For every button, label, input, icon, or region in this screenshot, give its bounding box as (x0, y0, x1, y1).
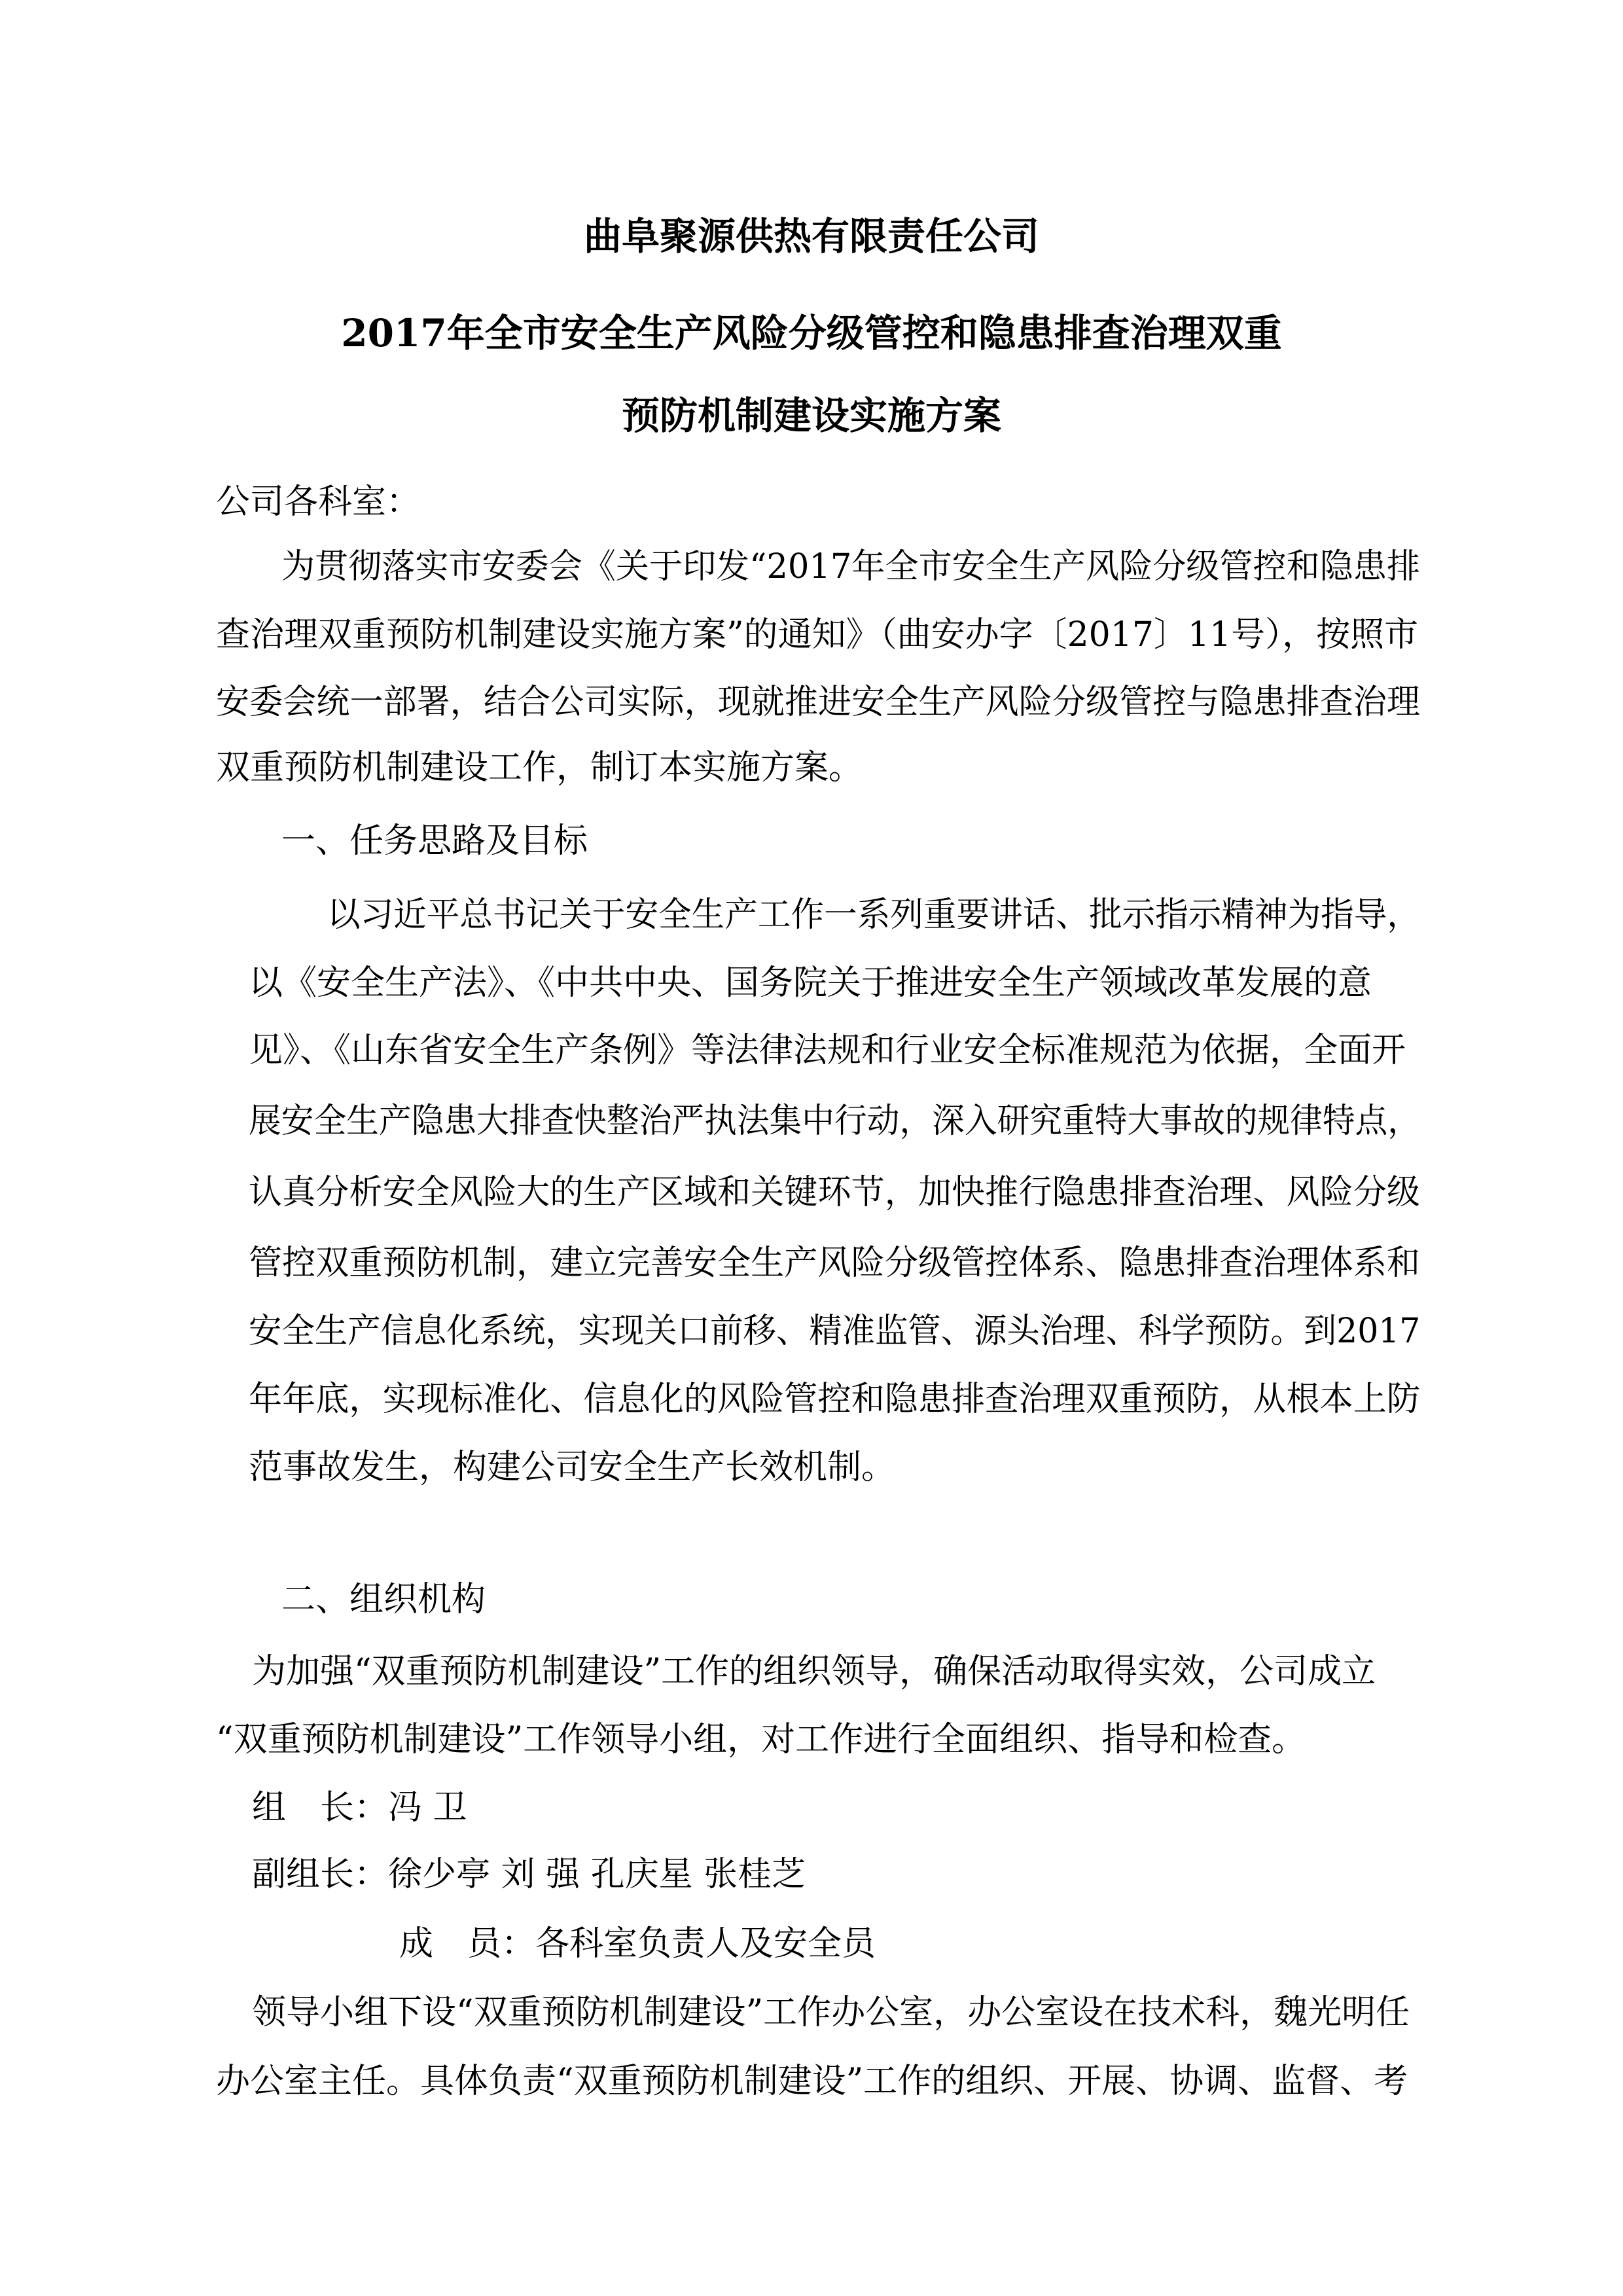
members-line: 成 员：各科室负责人及安全员 (399, 1924, 876, 1964)
section2-line: 为加强“双重预防机制建设”工作的组织领导，确保活动取得实效，公司成立 (252, 1652, 1376, 1691)
deputy-line: 副组长：徐少亭 刘 强 孔庆星 张桂芝 (252, 1855, 806, 1894)
section1-line: 以习近平总书记关于安全生产工作一系列重要讲话、批示指示精神为指导， (327, 895, 1421, 935)
section1-line: 展安全生产隐患大排查快整治严执法集中行动，深入研究重特大事故的规律特点， (249, 1102, 1421, 1141)
section2-heading: 二、组织机构 (281, 1580, 486, 1619)
office-line: 领导小组下设“双重预防机制建设”工作办公室，办公室设在技术科，魏光明任 (252, 1993, 1410, 2032)
title-company: 曲阜聚源供热有限责任公司 (583, 214, 1039, 259)
section1-heading: 一、任务思路及目标 (281, 821, 588, 861)
leader-line: 组 长：冯 卫 (252, 1788, 467, 1827)
section1-line: 范事故发生，构建公司安全生产长效机制。 (249, 1448, 896, 1487)
section1-line: 管控双重预防机制，建立完善安全生产风险分级管控体系、隐患排查治理体系和 (249, 1244, 1421, 1283)
section1-line: 认真分析安全风险大的生产区域和关键环节，加快推行隐患排查治理、风险分级 (249, 1173, 1421, 1212)
intro-line: 为贯彻落实市安委会《关于印发“2017年全市安全生产风险分级管控和隐患排 (281, 547, 1420, 586)
section1-line: 年年底，实现标准化、信息化的风险管控和隐患排查治理双重预防，从根本上防 (249, 1380, 1421, 1419)
section1-line: 以《安全生产法》、《中共中央、国务院关于推进安全生产领域改革发展的意 (249, 963, 1372, 1003)
intro-line: 查治理双重预防机制建设实施方案”的通知》（曲安办字〔2017〕11号），按照市 (216, 615, 1419, 655)
intro-line: 双重预防机制建设工作，制订本实施方案。 (216, 748, 863, 787)
title-line-2: 2017年全市安全生产风险分级管控和隐患排查治理双重 (341, 311, 1282, 355)
section1-line: 见》、《山东省安全生产条例》等法律法规和行业安全标准规范为依据，全面开 (249, 1031, 1406, 1070)
intro-line: 安委会统一部署，结合公司实际，现就推进安全生产风险分级管控与隐患排查治理 (216, 683, 1421, 722)
office-line: 办公室主任。具体负责“双重预防机制建设”工作的组织、开展、协调、监督、考 (216, 2062, 1408, 2101)
section2-line: “双重预防机制建设”工作领导小组，对工作进行全面组织、指导和检查。 (216, 1720, 1306, 1759)
salutation: 公司各科室： (216, 482, 421, 522)
section1-line: 安全生产信息化系统，实现关口前移、精准监管、源头治理、科学预防。到2017 (249, 1312, 1421, 1351)
title-line-3: 预防机制建设实施方案 (621, 393, 1001, 438)
